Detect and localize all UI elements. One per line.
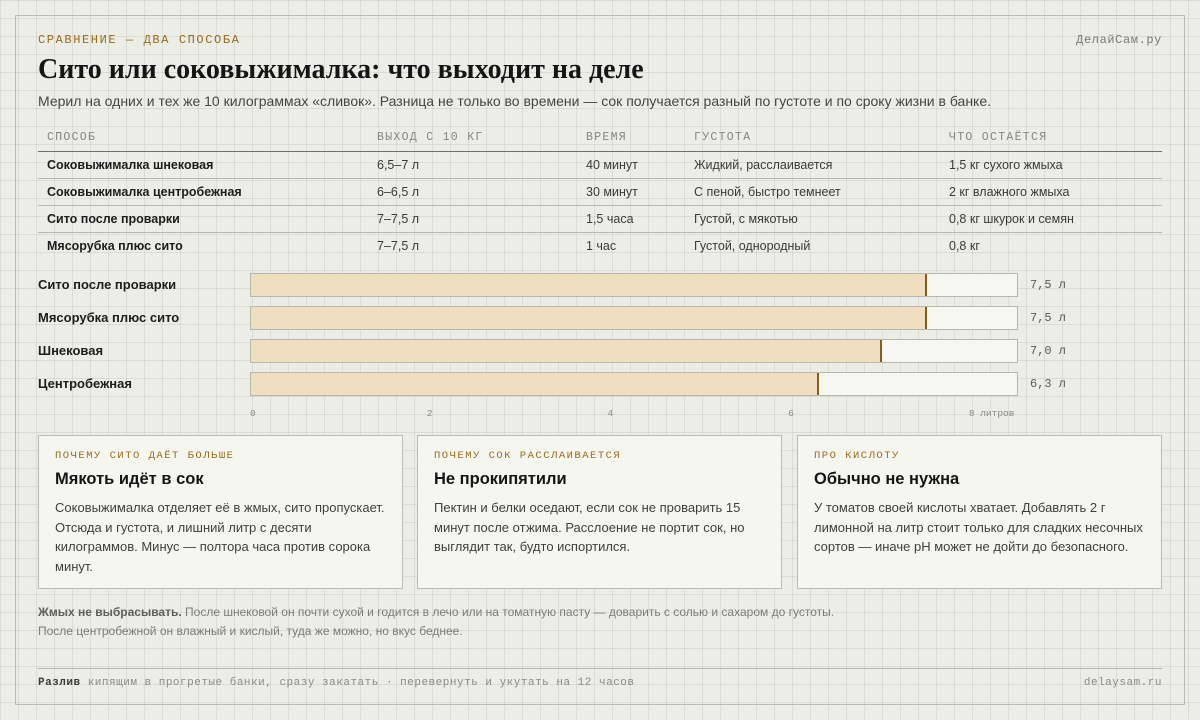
bar-track (250, 306, 1018, 330)
method-cell: Соковыжималка шнековая (38, 151, 368, 178)
x-tick-label: 8 литров (968, 408, 1015, 419)
method-cell: Соковыжималка центробежная (38, 178, 368, 205)
column-header: ВРЕМЯ (577, 124, 685, 151)
info-card (797, 435, 1162, 589)
x-axis (250, 408, 1050, 422)
bar-value-label: 6,3 л (1030, 377, 1067, 391)
yield-cell: 7–7,5 л (377, 238, 420, 253)
bar-track (250, 273, 1018, 297)
footer-lead: Разлив (38, 677, 81, 689)
info-card (417, 435, 782, 589)
bar (251, 340, 882, 362)
table-row (38, 151, 1162, 178)
bar-value-label: 7,0 л (1030, 344, 1067, 358)
time-cell: 40 минут (577, 151, 685, 178)
section-eyebrow: СРАВНЕНИЕ — ДВА СПОСОБА (38, 33, 241, 47)
x-tick-label: 2 (426, 408, 433, 419)
note-text: После шнековой он почти сухой и годится в лечо или на томатную пасту — доварить с солью и сахаром до густоты. После центробежной он влажный и кислый, туда же можно, но вкус беднее. (38, 605, 835, 638)
info-card (38, 435, 403, 589)
table-row (38, 232, 1162, 259)
bar-category-label: Центробежная (38, 376, 132, 391)
footer-site[interactable]: delaysam.ru (1083, 677, 1162, 689)
column-header: ГУСТОТА (685, 124, 940, 151)
x-tick-label: 6 (788, 408, 794, 419)
time-cell: 1 час (586, 238, 617, 253)
bar (251, 274, 927, 296)
column-header: ЧТО ОСТАЁТСЯ (940, 124, 1162, 151)
pulp-note (38, 603, 838, 641)
bar (251, 307, 927, 329)
table-header-row (38, 124, 1162, 151)
method-cell: Мясорубка плюс сито (47, 238, 183, 253)
card-title: Обычно не нужна (814, 470, 960, 488)
card-kicker: ПОЧЕМУ СОК РАССЛАИВАЕТСЯ (434, 450, 622, 462)
yield-cell: 6–6,5 л (368, 178, 577, 205)
thickness-cell: С пеной, быстро темнеет (685, 178, 940, 205)
bar (251, 373, 819, 395)
thickness-cell: Жидкий, расслаивается (685, 151, 940, 178)
column-header: ВЫХОД С 10 КГ (368, 124, 577, 151)
card-body: Пектин и белки оседают, если сок не проварить 15 минут после отжима. Расслоение не портит сок, но выглядит так, будто испортился. (434, 500, 745, 554)
time-cell: 30 минут (577, 178, 685, 205)
yield-cell: 6,5–7 л (368, 151, 577, 178)
leftover-cell: 2 кг влажного жмыха (940, 178, 1162, 205)
footer-tip (38, 677, 635, 689)
comparison-table (38, 124, 1162, 259)
thickness-cell: Густой, с мякотью (685, 205, 940, 232)
leftover-cell: 0,8 кг шкурок и семян (940, 205, 1162, 232)
card-body: У томатов своей кислоты хватает. Добавлять 2 г лимонной на литр стоит только для сладких несочных сортов — иначе pH может не дойти до безопасного. (814, 500, 1143, 554)
x-tick-label: 4 (607, 408, 614, 419)
card-kicker: ПРО КИСЛОТУ (814, 450, 900, 462)
card-kicker: ПОЧЕМУ СИТО ДАЁТ БОЛЬШЕ (55, 450, 235, 462)
x-tick-label: 0 (250, 408, 256, 419)
leftover-cell: 0,8 кг (949, 238, 980, 253)
method-cell: Сито после проварки (38, 205, 368, 232)
column-header: СПОСОБ (38, 124, 368, 151)
leftover-cell: 1,5 кг сухого жмыха (940, 151, 1162, 178)
page-title: Сито или соковыжималка: что выходит на деле (38, 54, 644, 85)
bar-value-label: 7,5 л (1030, 278, 1067, 292)
time-cell: 1,5 часа (577, 205, 685, 232)
footer-divider (38, 668, 1162, 669)
bar-category-label: Мясорубка плюс сито (38, 310, 180, 325)
footer-text: кипящим в прогретые банки, сразу закатать · перевернуть и укутать на 12 часов (80, 677, 635, 689)
thickness-cell: Густой, однородный (694, 238, 811, 253)
page-subtitle: Мерил на одних и тех же 10 килограммах «сливок». Разница не только во времени — сок получается разный по густоте и по сроку жизни в банке. (38, 93, 992, 109)
bar-value-label: 7,5 л (1030, 311, 1067, 325)
table-row (38, 205, 1162, 232)
card-title: Мякоть идёт в сок (55, 470, 204, 488)
yield-cell: 7–7,5 л (368, 205, 577, 232)
card-title: Не прокипятили (434, 470, 567, 488)
note-lead: Жмых не выбрасывать. (38, 605, 182, 619)
card-body: Соковыжималка отделяет её в жмых, сито пропускает. Отсюда и густота, и лишний литр с десяти килограммов. Минус — полтора часа против сорока минут. (55, 500, 385, 574)
bar-category-label: Сито после проварки (38, 277, 177, 292)
table-row (38, 178, 1162, 205)
bar-track (250, 372, 1018, 396)
site-name[interactable]: ДелайСам.ру (1076, 33, 1162, 47)
bar-track (250, 339, 1018, 363)
bar-category-label: Шнековая (38, 343, 104, 358)
